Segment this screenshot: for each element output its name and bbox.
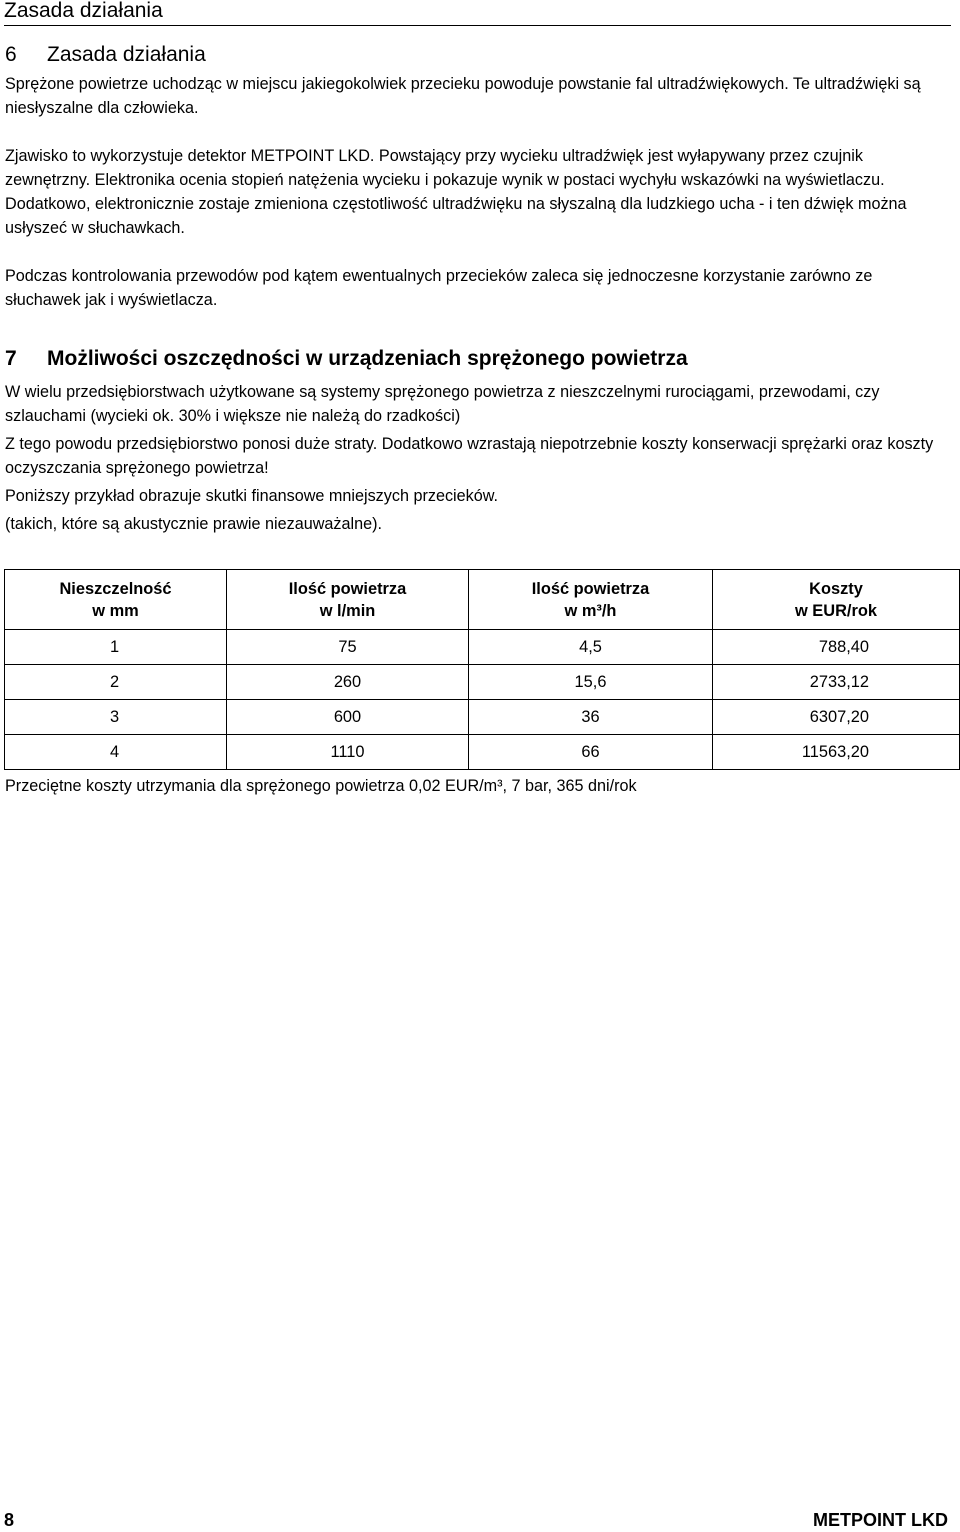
header-air-lmin: Ilość powietrza w l/min	[227, 570, 469, 630]
header-cost: Koszty w EUR/rok	[713, 570, 960, 630]
header-air-m3h: Ilość powietrza w m³/h	[469, 570, 713, 630]
section-6-paragraph-2: Zjawisko to wykorzystuje detektor METPOINT LKD. Powstający przy wycieku ultradźwięk jest wyłapywany przez czujnik zewnętrzny. Elektronika ocenia stopień natężenia wycieku i pokazuje wynik w postaci wychyłu wskazówki na wyświetlaczu. Dodatkowo, elektronicznie zostaje zmieniona częstotliwość ultradźwięku na słyszalną dla ludzkiego ucha - i ten dźwięk można usłyszeć w słuchawkach.	[5, 147, 907, 237]
section-6-paragraph-3: Podczas kontrolowania przewodów pod kątem ewentualnych przecieków zaleca się jednoczesne korzystanie zarówno ze słuchawek jak i wyświetlacza.	[5, 267, 873, 309]
table-row	[5, 665, 960, 700]
cell-cost: 11563,20	[713, 735, 960, 770]
header-divider	[4, 25, 951, 26]
section-7-paragraph-4: (takich, które są akustycznie prawie niezauważalne).	[5, 515, 382, 533]
cell-air-lmin: 1110	[227, 735, 469, 770]
cell-air-lmin: 260	[227, 665, 469, 700]
cell-cost: 6307,20	[713, 700, 960, 735]
section-6-paragraph-1: Sprężone powietrze uchodząc w miejscu jakiegokolwiek przecieku powoduje powstanie fal ultradźwiękowych. Te ultradźwięki są niesłyszalne dla człowieka.	[5, 75, 921, 117]
page-content	[5, 42, 951, 798]
cell-air-m3h: 36	[469, 700, 713, 735]
table-row	[5, 630, 960, 665]
section-7-paragraph-1: W wielu przedsiębiorstwach użytkowane są systemy sprężonego powietrza z nieszczelnymi rurociągami, przewodami, czy szlauchami (wycieki ok. 30% i większe nie należą do rzadkości)	[5, 383, 880, 425]
table-row	[5, 735, 960, 770]
section-7-number: 7	[5, 347, 17, 370]
cell-cost: 788,40	[713, 630, 960, 665]
section-7-paragraph-3: Poniższy przykład obrazuje skutki finansowe mniejszych przecieków.	[5, 487, 499, 505]
header-leak-size: Nieszczelność w mm	[5, 570, 227, 630]
cell-leak-size: 1	[5, 630, 227, 665]
footer-brand: METPOINT LKD	[813, 1510, 948, 1530]
leak-cost-table	[4, 569, 960, 770]
table-row	[5, 700, 960, 735]
section-6-heading	[5, 42, 951, 68]
cell-leak-size: 2	[5, 665, 227, 700]
table-note: Przeciętne koszty utrzymania dla sprężonego powietrza 0,02 EUR/m³, 7 bar, 365 dni/rok	[5, 777, 637, 795]
section-6-title: Zasada działania	[47, 43, 206, 66]
cell-air-m3h: 4,5	[469, 630, 713, 665]
cell-leak-size: 3	[5, 700, 227, 735]
cell-air-m3h: 15,6	[469, 665, 713, 700]
running-header-title: Zasada działania	[4, 0, 163, 22]
cell-air-lmin: 75	[227, 630, 469, 665]
cell-cost: 2733,12	[713, 665, 960, 700]
section-7-title: Możliwości oszczędności w urządzeniach sprężonego powietrza	[47, 347, 688, 370]
table-header-row	[5, 570, 960, 630]
section-7-paragraph-2: Z tego powodu przedsiębiorstwo ponosi duże straty. Dodatkowo wzrastają niepotrzebnie koszty konserwacji sprężarki oraz koszty oczyszczania sprężonego powietrza!	[5, 435, 934, 477]
section-6-number: 6	[5, 43, 17, 66]
page-number: 8	[4, 1510, 15, 1530]
cell-air-m3h: 66	[469, 735, 713, 770]
section-7-heading	[5, 346, 951, 372]
cell-leak-size: 4	[5, 735, 227, 770]
cell-air-lmin: 600	[227, 700, 469, 735]
